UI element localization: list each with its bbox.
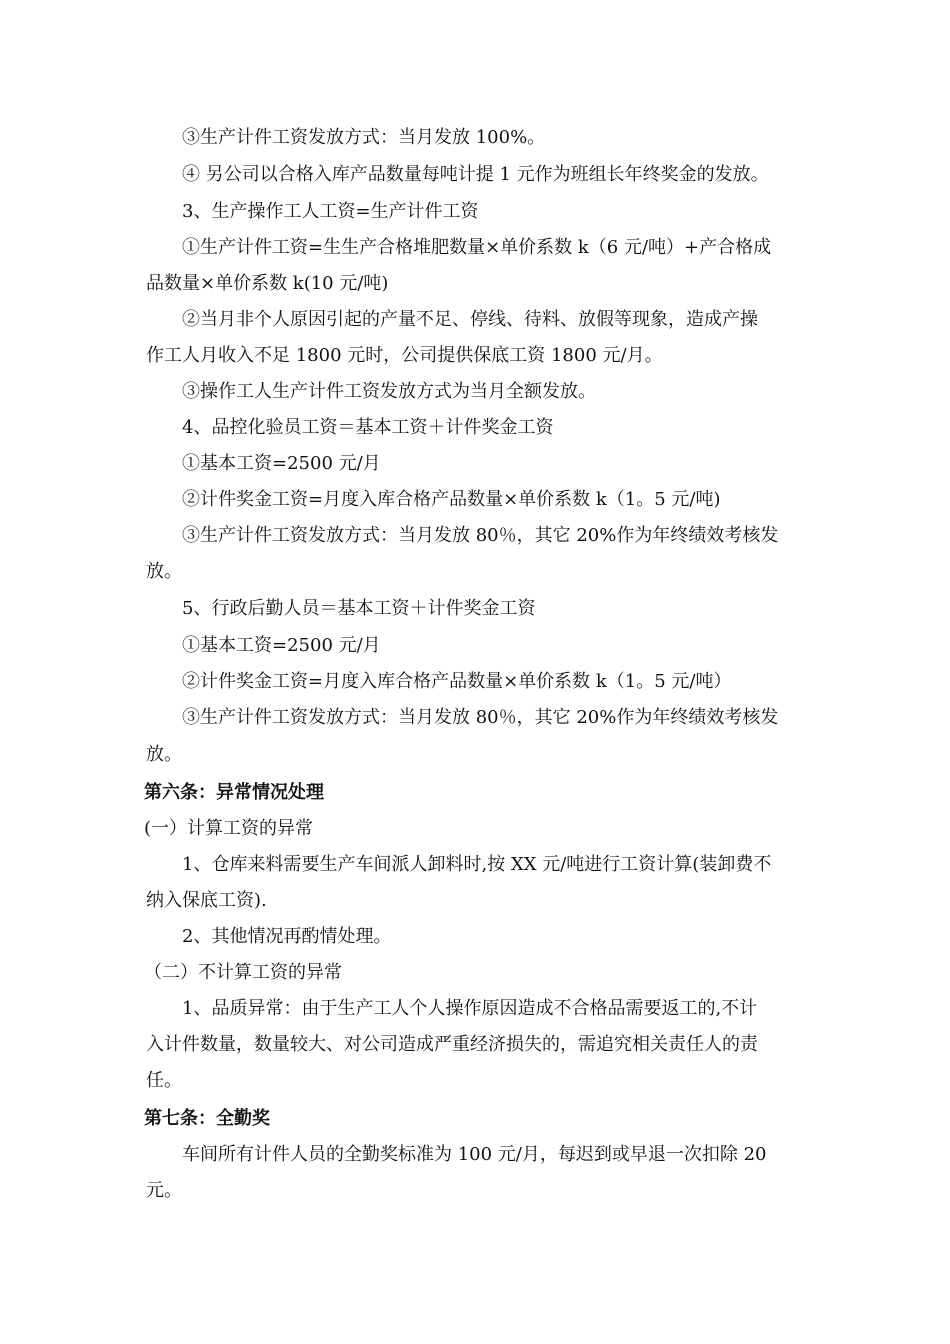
subsection-heading: （二）不计算工资的异常 <box>144 962 342 983</box>
paragraph-line: 放。 <box>146 744 182 765</box>
paragraph-line: ②计件奖金工资=月度入库合格产品数量×单价系数 k（1。5 元/吨） <box>182 671 732 692</box>
paragraph-line: 1、仓库来料需要生产车间派人卸料时,按 XX 元/吨进行工资计算(装卸费不 <box>182 854 772 875</box>
paragraph-line: 放。 <box>146 561 182 582</box>
paragraph-line: ④ 另公司以合格入库产品数量每吨计提 1 元作为班组长年终奖金的发放。 <box>182 164 769 185</box>
paragraph-line: ③操作工人生产计件工资发放方式为当月全额发放。 <box>182 381 596 402</box>
paragraph-line: ③生产计件工资发放方式：当月发放 80％，其它 20%作为年终绩效考核发 <box>182 707 779 728</box>
subsection-heading: (一）计算工资的异常 <box>144 818 314 839</box>
paragraph-line: 2、其他情况再酌情处理。 <box>182 926 392 947</box>
paragraph-line: ③生产计件工资发放方式：当月发放 100%。 <box>182 127 546 148</box>
paragraph-line: 3、生产操作工人工资=生产计件工资 <box>182 201 479 222</box>
paragraph-line: ①生产计件工资=生生产合格堆肥数量×单价系数 k（6 元/吨）+产合格成 <box>182 237 772 258</box>
paragraph-line: 入计件数量，数量较大、对公司造成严重经济损失的，需追究相关责任人的责 <box>146 1034 758 1055</box>
paragraph-line: 元。 <box>146 1180 182 1201</box>
section-heading: 第六条：异常情况处理 <box>144 782 324 803</box>
paragraph-line: ③生产计件工资发放方式：当月发放 80％，其它 20%作为年终绩效考核发 <box>182 525 779 546</box>
paragraph-line: 纳入保底工资). <box>146 890 267 911</box>
paragraph-line: 车间所有计件人员的全勤奖标准为 100 元/月，每迟到或早退一次扣除 20 <box>182 1144 767 1165</box>
paragraph-line: 品数量×单价系数 k(10 元/吨) <box>146 273 389 294</box>
paragraph-line: ①基本工资=2500 元/月 <box>182 635 381 656</box>
paragraph-line: 作工人月收入不足 1800 元时，公司提供保底工资 1800 元/月。 <box>146 345 663 366</box>
paragraph-line: 1、品质异常：由于生产工人个人操作原因造成不合格品需要返工的,不计 <box>182 998 758 1019</box>
section-heading: 第七条：全勤奖 <box>144 1108 270 1129</box>
paragraph-line: ②当月非个人原因引起的产量不足、停线、待料、放假等现象，造成产操 <box>182 309 758 330</box>
paragraph-line: ②计件奖金工资=月度入库合格产品数量×单价系数 k（1。5 元/吨) <box>182 489 721 510</box>
paragraph-line: 4、品控化验员工资＝基本工资＋计件奖金工资 <box>182 417 554 438</box>
paragraph-line: 任。 <box>146 1070 182 1091</box>
paragraph-line: ①基本工资=2500 元/月 <box>182 453 381 474</box>
paragraph-line: 5、行政后勤人员＝基本工资＋计件奖金工资 <box>182 598 536 619</box>
